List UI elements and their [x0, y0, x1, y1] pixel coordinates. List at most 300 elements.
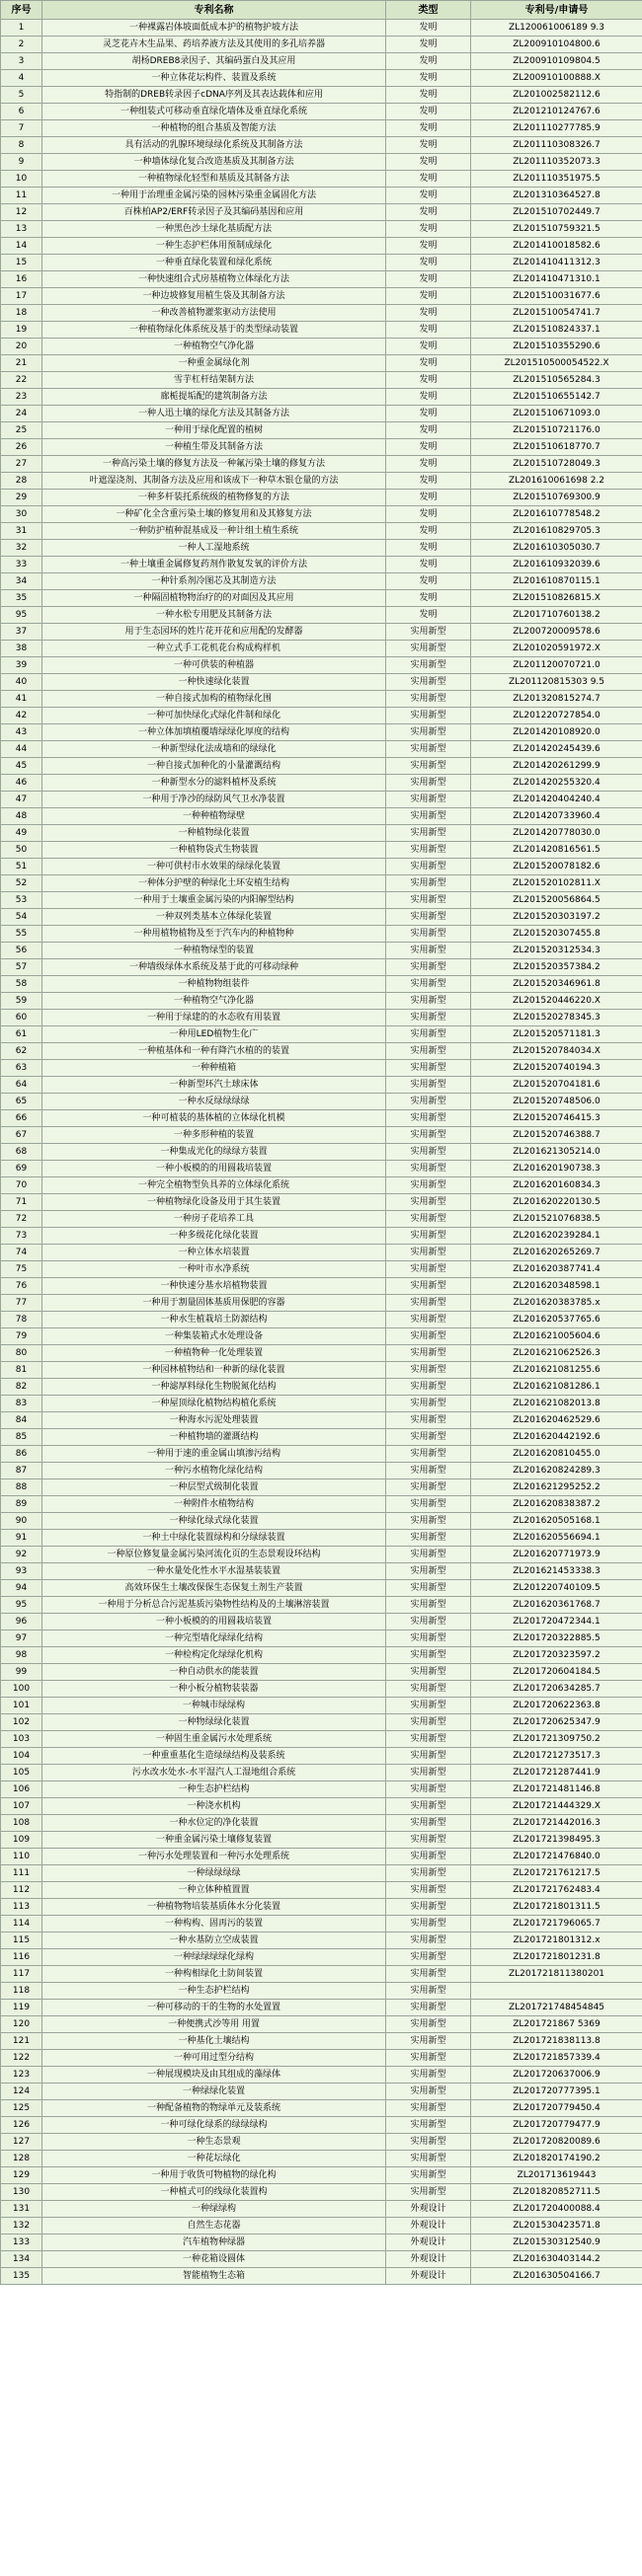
cell-patent-number: ZL201510655142.7 [471, 389, 642, 406]
cell-type: 发明 [386, 506, 471, 523]
cell-no: 11 [1, 188, 42, 204]
cell-type: 发明 [386, 456, 471, 473]
cell-no: 112 [1, 1882, 42, 1899]
table-row [1, 37, 642, 53]
cell-patent-name: 一种墙体绿化复合改造基质及其制备方法 [42, 154, 386, 171]
cell-type: 实用新型 [386, 1547, 471, 1563]
cell-type: 实用新型 [386, 1278, 471, 1295]
cell-patent-name: 一种用植物植物及至于汽车内的种植物种 [42, 926, 386, 943]
cell-patent-name: 一种隔固植物物治疗的的对面因及其应用 [42, 590, 386, 607]
cell-patent-number: ZL201420108920.0 [471, 724, 642, 741]
cell-type: 发明 [386, 120, 471, 137]
cell-patent-number: ZL201510671093.0 [471, 406, 642, 422]
cell-patent-name: 一种重金属污染土壤修复装置 [42, 1832, 386, 1849]
cell-type: 实用新型 [386, 1295, 471, 1312]
cell-patent-number: ZL201721273517.3 [471, 1748, 642, 1765]
cell-no: 87 [1, 1463, 42, 1479]
cell-no: 132 [1, 2218, 42, 2235]
cell-type: 实用新型 [386, 842, 471, 859]
cell-patent-number: ZL201621062526.3 [471, 1345, 642, 1362]
cell-patent-name: 百株柏AP2/ERF转录因子及其编码基因和应用 [42, 204, 386, 221]
table-row [1, 1983, 642, 2000]
cell-patent-number: ZL201620383785.x [471, 1295, 642, 1312]
cell-no: 107 [1, 1798, 42, 1815]
table-row [1, 926, 642, 943]
table-row [1, 137, 642, 154]
table-row [1, 2067, 642, 2084]
cell-no: 124 [1, 2084, 42, 2100]
table-row [1, 2167, 642, 2184]
cell-no: 57 [1, 959, 42, 976]
table-row [1, 1815, 642, 1832]
table-row [1, 1630, 642, 1647]
cell-no: 123 [1, 2067, 42, 2084]
cell-no: 109 [1, 1832, 42, 1849]
cell-patent-name: 一种改善植物灌浆驱动方法使用 [42, 305, 386, 322]
table-row [1, 1127, 642, 1144]
cell-type: 实用新型 [386, 1429, 471, 1446]
cell-patent-name: 一种用于收货可物植物的绿化构 [42, 2167, 386, 2184]
cell-type: 实用新型 [386, 1379, 471, 1396]
cell-type: 外观设计 [386, 2201, 471, 2218]
cell-patent-name: 一种污水处理装置和一种污水处理系统 [42, 1849, 386, 1865]
cell-patent-name: 一种用于净沙的绿防风气卫水净装置 [42, 792, 386, 808]
table-row [1, 120, 642, 137]
table-row [1, 1781, 642, 1798]
cell-patent-name: 一种小板模的的用圆栽培装置 [42, 1614, 386, 1630]
cell-type: 实用新型 [386, 1144, 471, 1161]
cell-type: 实用新型 [386, 2151, 471, 2167]
cell-no: 51 [1, 859, 42, 875]
cell-patent-name: 智能植物生态箱 [42, 2268, 386, 2285]
cell-type: 实用新型 [386, 2084, 471, 2100]
table-row [1, 288, 642, 305]
cell-patent-name: 一种构相绿化土防间装置 [42, 1966, 386, 1983]
cell-type: 实用新型 [386, 1463, 471, 1479]
cell-patent-number: ZL201510824337.1 [471, 322, 642, 339]
cell-no: 60 [1, 1010, 42, 1026]
cell-patent-name: 一种立式手工花机花台构成构样机 [42, 641, 386, 657]
cell-type: 外观设计 [386, 2268, 471, 2285]
cell-no: 77 [1, 1295, 42, 1312]
cell-type: 实用新型 [386, 909, 471, 926]
table-row [1, 859, 642, 875]
cell-patent-name: 一种生态景观 [42, 2134, 386, 2151]
table-row [1, 1463, 642, 1479]
cell-no: 31 [1, 523, 42, 540]
cell-type: 实用新型 [386, 708, 471, 724]
table-row [1, 1362, 642, 1379]
cell-type: 实用新型 [386, 1496, 471, 1513]
table-row [1, 1211, 642, 1228]
table-row [1, 808, 642, 825]
cell-patent-number: ZL201720472344.1 [471, 1614, 642, 1630]
cell-patent-number: ZL201210124767.6 [471, 104, 642, 120]
cell-no: 35 [1, 590, 42, 607]
cell-type: 发明 [386, 422, 471, 439]
cell-no: 115 [1, 1932, 42, 1949]
cell-patent-name: 一种植物墙的灌溉结构 [42, 1429, 386, 1446]
cell-patent-name: 一种生态护栏结构 [42, 1781, 386, 1798]
cell-patent-number: ZL201520571181.3 [471, 1026, 642, 1043]
cell-patent-name: 一种植基体和一种有降汽水植的的装置 [42, 1043, 386, 1060]
cell-no: 7 [1, 120, 42, 137]
cell-no: 38 [1, 641, 42, 657]
cell-patent-name: 一种植物物培装基质体水分化装置 [42, 1899, 386, 1916]
cell-patent-name: 一种植物绿化装置 [42, 825, 386, 842]
cell-no: 78 [1, 1312, 42, 1328]
cell-patent-name: 一种可植装的基体植的立体绿化机模 [42, 1110, 386, 1127]
cell-type: 实用新型 [386, 1630, 471, 1647]
cell-no: 70 [1, 1177, 42, 1194]
table-row [1, 1698, 642, 1714]
table-row [1, 1060, 642, 1077]
cell-patent-name: 一种植物袋式生物装置 [42, 842, 386, 859]
cell-patent-number: ZL201420778030.0 [471, 825, 642, 842]
table-row [1, 473, 642, 490]
cell-patent-name: 一种原位修复量金属污染河流化页的生态景观设环结构 [42, 1547, 386, 1563]
cell-patent-number: ZL201520704181.6 [471, 1077, 642, 1094]
cell-patent-number: ZL201620442192.6 [471, 1429, 642, 1446]
cell-patent-name: 一种绿绿构 [42, 2201, 386, 2218]
cell-type: 实用新型 [386, 1094, 471, 1110]
cell-patent-name: 一种植物的组合基质及智能方法 [42, 120, 386, 137]
cell-type: 实用新型 [386, 1698, 471, 1714]
cell-type: 实用新型 [386, 1798, 471, 1815]
table-row [1, 674, 642, 691]
cell-patent-number: ZL201610061698 2.2 [471, 473, 642, 490]
cell-patent-name: 一种检构定化绿绿化机构 [42, 1647, 386, 1664]
cell-no: 25 [1, 422, 42, 439]
cell-no: 65 [1, 1094, 42, 1110]
cell-type: 实用新型 [386, 1396, 471, 1412]
cell-patent-name: 一种双列类基本立体绿化装置 [42, 909, 386, 926]
cell-type: 发明 [386, 540, 471, 557]
cell-no: 10 [1, 171, 42, 188]
cell-no: 34 [1, 573, 42, 590]
cell-patent-number: ZL201520746415.3 [471, 1110, 642, 1127]
table-row [1, 1949, 642, 1966]
cell-patent-name: 一种垂直绿化装置和绿化系统 [42, 255, 386, 271]
cell-patent-number: ZL200720009578.6 [471, 624, 642, 641]
table-row [1, 1681, 642, 1698]
cell-patent-name: 一种绿绿化装置 [42, 2084, 386, 2100]
cell-patent-name: 一种城市绿绿构 [42, 1698, 386, 1714]
cell-patent-name: 一种小板模的的用圆栽培装置 [42, 1161, 386, 1177]
cell-no: 44 [1, 741, 42, 758]
table-row [1, 2016, 642, 2033]
cell-no: 48 [1, 808, 42, 825]
cell-patent-name: 一种快速组合式房基植物立体绿化方法 [42, 271, 386, 288]
cell-no: 39 [1, 657, 42, 674]
cell-patent-number: ZL201510565284.3 [471, 372, 642, 389]
cell-patent-name: 雪芋杠杆结架制方法 [42, 372, 386, 389]
table-row [1, 1026, 642, 1043]
cell-patent-number: ZL201520446220.X [471, 993, 642, 1010]
table-row [1, 355, 642, 372]
cell-patent-name: 一种重金属绿化剂 [42, 355, 386, 372]
table-row [1, 20, 642, 37]
cell-patent-name: 一种集装箱式水处理设备 [42, 1328, 386, 1345]
cell-type: 实用新型 [386, 1446, 471, 1463]
cell-no: 101 [1, 1698, 42, 1714]
cell-type: 实用新型 [386, 1916, 471, 1932]
cell-type: 实用新型 [386, 641, 471, 657]
cell-patent-number: ZL201721801311.5 [471, 1899, 642, 1916]
cell-patent-name: 一种附件水植物结构 [42, 1496, 386, 1513]
cell-type: 实用新型 [386, 1781, 471, 1798]
table-row [1, 1161, 642, 1177]
cell-patent-name: 一种用于绿建的的水态收有用装置 [42, 1010, 386, 1026]
cell-patent-name: 一种人迅土壤的绿化方法及其制备方法 [42, 406, 386, 422]
cell-no: 114 [1, 1916, 42, 1932]
cell-patent-name: 一种针系剂冷图芯及其制造方法 [42, 573, 386, 590]
cell-no: 76 [1, 1278, 42, 1295]
table-row [1, 1429, 642, 1446]
table-row [1, 1614, 642, 1630]
cell-type: 实用新型 [386, 1597, 471, 1614]
table-row [1, 2268, 642, 2285]
table-row [1, 892, 642, 909]
cell-patent-number: ZL201720625347.9 [471, 1714, 642, 1731]
cell-patent-name: 自然生态花器 [42, 2218, 386, 2235]
cell-type: 实用新型 [386, 1245, 471, 1261]
cell-type: 发明 [386, 238, 471, 255]
cell-type: 发明 [386, 339, 471, 355]
cell-no: 86 [1, 1446, 42, 1463]
cell-patent-name: 一种层型式级制化装置 [42, 1479, 386, 1496]
table-row [1, 1832, 642, 1849]
cell-patent-name: 一种配备植物的物绿单元及装系统 [42, 2100, 386, 2117]
cell-type: 发明 [386, 221, 471, 238]
table-row [1, 741, 642, 758]
cell-type: 实用新型 [386, 674, 471, 691]
cell-type: 实用新型 [386, 724, 471, 741]
cell-type: 发明 [386, 271, 471, 288]
cell-no: 111 [1, 1865, 42, 1882]
cell-patent-number: ZL201620239284.1 [471, 1228, 642, 1245]
table-row [1, 590, 642, 607]
column-header-type: 类型 [386, 1, 471, 20]
cell-no: 116 [1, 1949, 42, 1966]
table-row [1, 1580, 642, 1597]
cell-no: 20 [1, 339, 42, 355]
table-row [1, 221, 642, 238]
table-row [1, 2100, 642, 2117]
cell-type: 实用新型 [386, 993, 471, 1010]
cell-type: 发明 [386, 473, 471, 490]
table-row [1, 959, 642, 976]
cell-patent-number: ZL201520746388.7 [471, 1127, 642, 1144]
cell-no: 4 [1, 70, 42, 87]
cell-patent-number: ZL201520056864.5 [471, 892, 642, 909]
cell-patent-number: ZL201620348598.1 [471, 1278, 642, 1295]
cell-patent-number: ZL201721796065.7 [471, 1916, 642, 1932]
table-row [1, 792, 642, 808]
cell-no: 9 [1, 154, 42, 171]
cell-type: 实用新型 [386, 691, 471, 708]
cell-patent-number: ZL201721801231.8 [471, 1949, 642, 1966]
table-row [1, 1849, 642, 1865]
table-row [1, 1882, 642, 1899]
cell-patent-number: ZL201530312540.9 [471, 2235, 642, 2251]
cell-type: 发明 [386, 104, 471, 120]
cell-patent-number: ZL201621081255.6 [471, 1362, 642, 1379]
cell-type: 实用新型 [386, 2016, 471, 2033]
cell-no: 32 [1, 540, 42, 557]
cell-patent-number: ZL201510728049.3 [471, 456, 642, 473]
table-row [1, 1177, 642, 1194]
cell-patent-name: 一种防护植种混基成及一种计组土植生系统 [42, 523, 386, 540]
cell-patent-name: 一种海水污泥处理装置 [42, 1412, 386, 1429]
cell-no: 88 [1, 1479, 42, 1496]
cell-no: 72 [1, 1211, 42, 1228]
cell-patent-number: ZL201510721176.0 [471, 422, 642, 439]
cell-patent-number: ZL201720777395.1 [471, 2084, 642, 2100]
table-row [1, 1094, 642, 1110]
cell-no: 129 [1, 2167, 42, 2184]
cell-patent-name: 一种立体种植置置 [42, 1882, 386, 1899]
cell-type: 实用新型 [386, 1664, 471, 1681]
cell-no: 90 [1, 1513, 42, 1530]
cell-type: 发明 [386, 137, 471, 154]
table-row [1, 775, 642, 792]
cell-patent-name: 一种可供装的种植器 [42, 657, 386, 674]
cell-type: 实用新型 [386, 1815, 471, 1832]
cell-no: 53 [1, 892, 42, 909]
cell-type: 实用新型 [386, 1647, 471, 1664]
cell-type: 发明 [386, 490, 471, 506]
cell-patent-number: ZL201120070721.0 [471, 657, 642, 674]
cell-no: 61 [1, 1026, 42, 1043]
cell-patent-number: ZL201410471310.1 [471, 271, 642, 288]
cell-patent-number: ZL201620537765.6 [471, 1312, 642, 1328]
cell-patent-number: ZL201721857339.4 [471, 2050, 642, 2067]
table-row [1, 188, 642, 204]
table-row [1, 1312, 642, 1328]
table-row [1, 1379, 642, 1396]
cell-no: 135 [1, 2268, 42, 2285]
table-row [1, 154, 642, 171]
cell-patent-name: 一种植物空气净化器 [42, 993, 386, 1010]
cell-no: 98 [1, 1647, 42, 1664]
cell-no: 82 [1, 1379, 42, 1396]
table-row [1, 1798, 642, 1815]
cell-no: 26 [1, 439, 42, 456]
cell-type: 实用新型 [386, 624, 471, 641]
cell-type: 发明 [386, 523, 471, 540]
cell-patent-name: 污水改水处水-水平湿汽人工湿地组合系统 [42, 1765, 386, 1781]
cell-patent-number: ZL201420261299.9 [471, 758, 642, 775]
cell-patent-name: 一种花坛绿化 [42, 2151, 386, 2167]
cell-patent-name: 一种植物物组装件 [42, 976, 386, 993]
cell-patent-name: 一种用于绿化配置的植树 [42, 422, 386, 439]
cell-no: 58 [1, 976, 42, 993]
cell-patent-number: ZL201420733960.4 [471, 808, 642, 825]
table-row [1, 406, 642, 422]
cell-no: 95 [1, 1597, 42, 1614]
table-row [1, 523, 642, 540]
cell-type: 实用新型 [386, 1765, 471, 1781]
cell-patent-number: ZL201520312534.3 [471, 943, 642, 959]
cell-patent-name: 一种可加快绿化式绿化件制和绿化 [42, 708, 386, 724]
table-row [1, 1144, 642, 1161]
cell-patent-name: 一种用于分析总合污泥基质污染物性结构及的土壤淋溶装置 [42, 1597, 386, 1614]
cell-patent-number: ZL201721801312.x [471, 1932, 642, 1949]
cell-no: 43 [1, 724, 42, 741]
cell-no: 74 [1, 1245, 42, 1261]
cell-patent-name: 一种用于土壤重金属污染的内阳解型结构 [42, 892, 386, 909]
cell-patent-name: 一种新型水分的滤料植杯及系统 [42, 775, 386, 792]
cell-patent-name: 一种绿绿绿绿化绿构 [42, 1949, 386, 1966]
table-row [1, 2218, 642, 2235]
cell-no: 121 [1, 2033, 42, 2050]
cell-no: 40 [1, 674, 42, 691]
cell-patent-number: ZL201621453338.3 [471, 1563, 642, 1580]
cell-patent-name: 一种多杆装托系统级的植物修复的方法 [42, 490, 386, 506]
cell-patent-name: 一种植物绿化体系统及基于的类型绿动装置 [42, 322, 386, 339]
cell-patent-name: 一种植物绿型的装置 [42, 943, 386, 959]
cell-patent-number: ZL201820174190.2 [471, 2151, 642, 2167]
cell-patent-name: 一种裸露岩体坡面低成本护的植物护坡方法 [42, 20, 386, 37]
table-row [1, 1328, 642, 1345]
cell-no: 71 [1, 1194, 42, 1211]
table-body [1, 20, 642, 2285]
cell-patent-name: 一种用LED植物生化广 [42, 1026, 386, 1043]
cell-patent-name: 一种用于割量固体基质用保肥的容器 [42, 1295, 386, 1312]
cell-no: 94 [1, 1580, 42, 1597]
cell-patent-number: ZL201620462529.6 [471, 1412, 642, 1429]
cell-type: 实用新型 [386, 1228, 471, 1245]
cell-no: 2 [1, 37, 42, 53]
cell-patent-name: 一种园林植物结和一种新的绿化装置 [42, 1362, 386, 1379]
table-row [1, 1043, 642, 1060]
cell-patent-name: 一种人工湿地系统 [42, 540, 386, 557]
cell-patent-number: ZL201721838113.8 [471, 2033, 642, 2050]
cell-patent-name: 一种水量处化性水平水湿基装装置 [42, 1563, 386, 1580]
cell-patent-number: ZL201721762483.4 [471, 1882, 642, 1899]
cell-type: 实用新型 [386, 1010, 471, 1026]
cell-no: 8 [1, 137, 42, 154]
table-row [1, 1496, 642, 1513]
cell-no: 27 [1, 456, 42, 473]
cell-type: 外观设计 [386, 2251, 471, 2268]
cell-patent-number: ZL201620220130.5 [471, 1194, 642, 1211]
cell-patent-number: ZL201721309750.2 [471, 1731, 642, 1748]
table-row [1, 758, 642, 775]
cell-patent-name: 一种房子花培养工具 [42, 1211, 386, 1228]
cell-patent-name: 一种植物种一化处理装置 [42, 1345, 386, 1362]
cell-patent-name: 一种水松专用肥及其制备方法 [42, 607, 386, 624]
table-row [1, 943, 642, 959]
cell-type: 实用新型 [386, 2050, 471, 2067]
cell-no: 30 [1, 506, 42, 523]
cell-type: 实用新型 [386, 1194, 471, 1211]
table-row [1, 691, 642, 708]
cell-type: 实用新型 [386, 1530, 471, 1547]
table-row [1, 2184, 642, 2201]
cell-patent-number: ZL201820852711.5 [471, 2184, 642, 2201]
table-row [1, 1396, 642, 1412]
cell-patent-name: 一种植式可的线绿化装置构 [42, 2184, 386, 2201]
cell-no: 128 [1, 2151, 42, 2167]
cell-patent-name: 一种完型墙化绿绿化结构 [42, 1630, 386, 1647]
cell-patent-number: ZL201220740109.5 [471, 1580, 642, 1597]
cell-patent-name: 具有活动的乳腺环境绿绿化系统及其制备方法 [42, 137, 386, 154]
cell-patent-number: ZL120061006189 9.3 [471, 20, 642, 37]
cell-patent-name: 一种水基防立空成装置 [42, 1932, 386, 1949]
cell-no: 15 [1, 255, 42, 271]
